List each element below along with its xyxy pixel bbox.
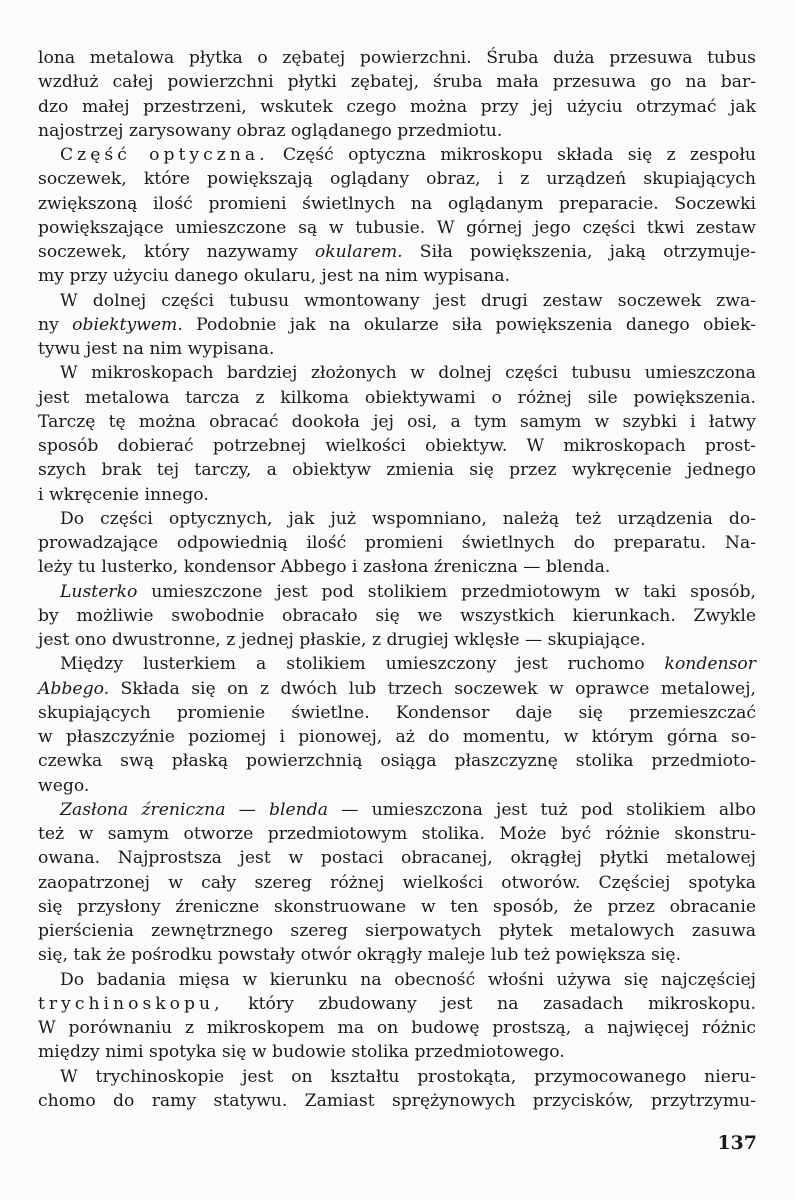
text-line: [38, 725, 756, 749]
text-line: [38, 919, 756, 943]
text-line: [38, 749, 756, 773]
text-line: [38, 580, 756, 604]
text-line: [38, 483, 756, 507]
italic-term: Abbego.: [38, 678, 110, 699]
text-line: [38, 968, 756, 992]
text-run: by możliwie swobodnie obracało się we wszystkich kierunkach. Zwykle: [38, 605, 756, 626]
text-line: [38, 361, 756, 385]
text-run: zaopatrzonej w cały szereg różnej wielkości otworów. Częściej spotyka: [38, 872, 756, 893]
text-line: [38, 604, 756, 628]
text-run: też w samym otworze przedmiotowym stolika. Może być różnie skonstru-: [38, 824, 756, 844]
text-run: zwiększoną ilość promieni świetlnych na oglądanym preparacie. Soczewki: [38, 193, 756, 214]
text-run: Siła powiększenia, jaką otrzymuje-: [402, 242, 756, 262]
text-run: umieszczone jest pod stolikiem przedmiotowym w taki sposób,: [137, 581, 756, 602]
text-line: [38, 1016, 756, 1040]
text-line: [38, 410, 756, 434]
text-line: [38, 652, 756, 676]
text-run: powiększające umieszczone są w tubusie. W górnej jego części tkwi zestaw: [38, 217, 756, 238]
text-run: W trychinoskopie jest on kształtu prostokąta, przymocowanego nieru-: [60, 1066, 756, 1087]
text-line: [38, 167, 756, 191]
text-run: prowadzające odpowiednią ilość promieni świetlnych do preparatu. Na-: [38, 533, 756, 553]
text-line: [38, 798, 756, 822]
text-line: [38, 192, 756, 216]
text-line: [38, 822, 756, 846]
text-line: [38, 386, 756, 410]
text-line: [38, 46, 756, 70]
text-line: [38, 677, 756, 701]
text-run: skupiających promienie świetlne. Kondensor daje się przemieszczać: [38, 702, 756, 723]
text-run: chomo do ramy statywu. Zamiast sprężynowych przycisków, przytrzymu-: [38, 1090, 756, 1111]
text-line: [38, 555, 756, 579]
text-run: szych brak tej tarczy, a obiektyw zmienia się przez wykręcenie jednego: [38, 460, 756, 481]
text-run: wzdłuż całej powierzchni płytki zębatej, śruba mała przesuwa go na bar-: [38, 72, 756, 93]
text-line: [38, 846, 756, 870]
text-line: [38, 289, 756, 313]
text-run: sposób dobierać potrzebnej wielkości obiektyw. W mikroskopach prost-: [38, 436, 756, 456]
text-run: Między lusterkiem a stolikiem umieszczony jest ruchomo: [60, 654, 665, 675]
text-line: [38, 264, 756, 288]
text-run: między nimi spotyka się w budowie stolika przedmiotowego.: [38, 1042, 565, 1063]
text-run: Składa się on z dwóch lub trzech soczewek w oprawce metalowej,: [109, 678, 756, 699]
text-run: my przy użyciu danego okularu, jest na nim wypisana.: [38, 266, 511, 287]
text-line: [38, 701, 756, 725]
text-run: soczewek, które powiększają oglądany obraz, i z urządzeń skupiających: [38, 169, 756, 190]
text-run: tywu jest na nim wypisana.: [38, 339, 275, 359]
italic-term: Zasłona źreniczna — blenda: [60, 799, 329, 820]
text-line: [38, 240, 756, 264]
text-line: [38, 895, 756, 919]
italic-term: okularem.: [314, 242, 403, 262]
text-run: soczewek, który nazywamy: [38, 242, 315, 262]
text-run: owana. Najprostsza jest w postaci obracanej, okrągłej płytki metalowej: [38, 848, 756, 869]
text-line: [38, 434, 756, 458]
text-run: W mikroskopach bardziej złożonych w dolnej części tubusu umieszczona: [60, 363, 756, 384]
text-line: [38, 313, 756, 337]
text-run: lona metalowa płytka o zębatej powierzchni. Śruba duża przesuwa tubus: [38, 48, 756, 68]
text-run: W porównaniu z mikroskopem ma on budowę prostszą, a najwięcej różnic: [38, 1018, 756, 1038]
spaced-term: trychinoskopu,: [38, 993, 224, 1014]
italic-term: Lusterko: [60, 581, 138, 602]
spaced-term: Część optyczna.: [60, 145, 269, 165]
text-line: [38, 143, 756, 167]
text-line: [38, 216, 756, 240]
text-run: najostrzej zarysowany obraz oglądanego przedmiotu.: [38, 120, 503, 141]
text-run: Podobnie jak na okularze siła powiększenia danego obiek-: [182, 314, 756, 335]
text-line: [38, 992, 756, 1016]
text-line: [38, 458, 756, 482]
text-run: się przysłony źreniczne skonstruowane w ten sposób, że przez obracanie: [38, 896, 756, 917]
text-run: i wkręcenie innego.: [38, 484, 209, 505]
text-line: [38, 119, 756, 143]
italic-term: obiektywem.: [72, 314, 183, 335]
text-run: leży tu lusterko, kondensor Abbego i zasłona źreniczna — blenda.: [38, 557, 611, 578]
text-run: Tarczę tę można obracać dookoła jej osi, a tym samym w szybki i łatwy: [38, 411, 756, 432]
text-line: [38, 1089, 756, 1113]
text-run: dzo małej przestrzeni, wskutek czego można przy jej użyciu otrzymać jak: [38, 96, 756, 117]
text-run: W dolnej części tubusu wmontowany jest drugi zestaw soczewek zwa-: [60, 290, 756, 311]
text-line: [38, 943, 756, 967]
text-line: [38, 507, 756, 531]
text-run: w płaszczyźnie poziomej i pionowej, aż do momentu, w którym górna so-: [38, 727, 756, 747]
text-run: pierścienia zewnętrznego szereg sierpowatych płytek metalowych zasuwa: [38, 921, 756, 941]
text-line: [38, 1065, 756, 1089]
text-line: [38, 1040, 756, 1064]
text-line: [38, 628, 756, 652]
text-run: — umieszczona jest tuż pod stolikiem albo: [328, 799, 756, 820]
text-run: wego.: [38, 775, 90, 796]
text-run: Część optyczna mikroskopu składa się z zespołu: [268, 145, 756, 165]
text-run: który zbudowany jest na zasadach mikroskopu.: [223, 993, 756, 1014]
italic-term: kondensor: [664, 654, 756, 675]
text-line: [38, 70, 756, 94]
text-run: jest ono dwustronne, z jednej płaskie, z drugiej wklęsłe — skupiające.: [38, 630, 646, 650]
text-line: [38, 774, 756, 798]
text-line: [38, 95, 756, 119]
text-run: się, tak że pośrodku powstały otwór okrągły maleje lub też powiększa się.: [38, 945, 682, 966]
page-number: 137: [717, 1132, 757, 1154]
text-run: Do badania mięsa w kierunku na obecność włośni używa się najczęściej: [60, 969, 756, 990]
text-run: czewka swą płaską powierzchnią osiąga płaszczyznę stolika przedmioto-: [38, 751, 756, 772]
text-run: Do części optycznych, jak już wspomniano, należą też urządzenia do-: [60, 508, 756, 529]
text-line: [38, 337, 756, 361]
text-line: [38, 871, 756, 895]
text-run: ny: [38, 314, 73, 335]
page-text: [38, 46, 756, 1113]
text-run: jest metalowa tarcza z kilkoma obiektywami o różnej sile powiększenia.: [38, 387, 756, 408]
text-line: [38, 531, 756, 555]
